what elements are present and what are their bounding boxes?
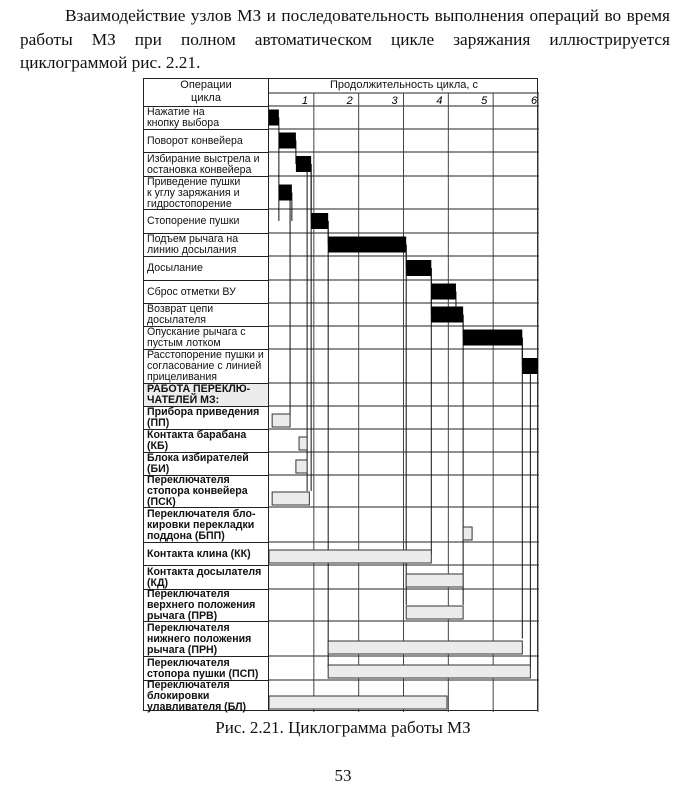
row-label: Подъем рычага на линию досылания — [144, 233, 269, 256]
operation-bar — [522, 358, 538, 374]
row-label: Прибора приведения (ПП) — [144, 406, 269, 429]
figure-caption: Рис. 2.21. Циклограмма работы МЗ — [215, 718, 471, 737]
operation-bar — [311, 213, 328, 229]
row-label: Стопорение пушки — [144, 209, 269, 233]
row-label: Переключателя бло- кировки перекладки поддона (БПП) — [144, 507, 269, 542]
header-duration: Продолжительность цикла, с — [330, 79, 478, 91]
cyclogram — [143, 78, 538, 711]
row-label: Контакта досылателя (КД) — [144, 565, 269, 589]
switch-bar — [328, 641, 522, 654]
switch-bar — [328, 665, 530, 678]
x-tick-label: 3 — [391, 95, 398, 107]
operation-bar — [279, 185, 292, 201]
x-tick-label: 6 — [531, 95, 538, 107]
x-tick-label: 1 — [301, 95, 308, 107]
row-label: Приведение пушки к углу заряжания и гидростопорение — [144, 176, 269, 209]
operation-bar — [279, 133, 296, 149]
row-label: Переключателя нижнего положения рычага (ПРН) — [144, 621, 269, 656]
row-label: Переключателя верхнего положения рычага (ПРВ) — [144, 589, 269, 621]
switch-bar — [406, 606, 463, 619]
switch-bar — [269, 696, 447, 709]
row-label: Опускание рычага с пустым лотком — [144, 326, 269, 349]
operation-bar — [269, 110, 279, 126]
row-label: Переключателя стопора пушки (ПСП) — [144, 656, 269, 680]
switch-bar — [272, 414, 290, 427]
header-operations: Операции цикла — [144, 79, 269, 106]
row-label: Избирание выстрела и остановка конвейера — [144, 152, 269, 176]
switch-bar — [463, 527, 472, 540]
row-label: Досылание — [144, 256, 269, 280]
switch-bar — [299, 437, 307, 450]
row-label: Контакта клина (КК) — [144, 542, 269, 565]
row-label: Нажатие на кнопку выбора — [144, 106, 269, 129]
row-label: Поворот конвейера — [144, 129, 269, 152]
operation-bar — [328, 237, 406, 253]
switch-bar — [296, 460, 307, 473]
x-tick-label: 5 — [481, 95, 488, 107]
row-label: Переключателя блокировки улавливателя (БЛ) — [144, 680, 269, 711]
x-tick-label: 4 — [436, 95, 443, 107]
operation-bar — [296, 156, 311, 172]
row-label: Переключателя стопора конвейера (ПСК) — [144, 475, 269, 507]
switch-bar — [406, 574, 463, 587]
switch-bar — [272, 492, 309, 505]
x-tick-label: 2 — [346, 95, 353, 107]
row-label: Сброс отметки ВУ — [144, 280, 269, 303]
row-label: Блока избирателей (БИ) — [144, 452, 269, 475]
switch-bar — [269, 550, 431, 563]
operation-bar — [431, 307, 463, 323]
row-label: РАБОТА ПЕРЕКЛЮ- ЧАТЕЛЕЙ МЗ: — [144, 383, 269, 406]
operation-bar — [406, 260, 431, 276]
operation-bar — [431, 284, 456, 300]
operation-bar — [463, 330, 522, 346]
row-label: Возврат цепи досылателя — [144, 303, 269, 326]
row-label: Контакта барабана (КБ) — [144, 429, 269, 452]
row-label: Расстопорение пушки и согласование с линией прицеливания — [144, 349, 269, 383]
page-number: 53 — [334, 766, 352, 785]
body-paragraph: Взаимодействие узлов МЗ и последовательность выполнения операций во время работы МЗ при полном автоматическом цикле заряжания иллюстрируется циклограммой рис. 2.21. — [20, 6, 670, 72]
